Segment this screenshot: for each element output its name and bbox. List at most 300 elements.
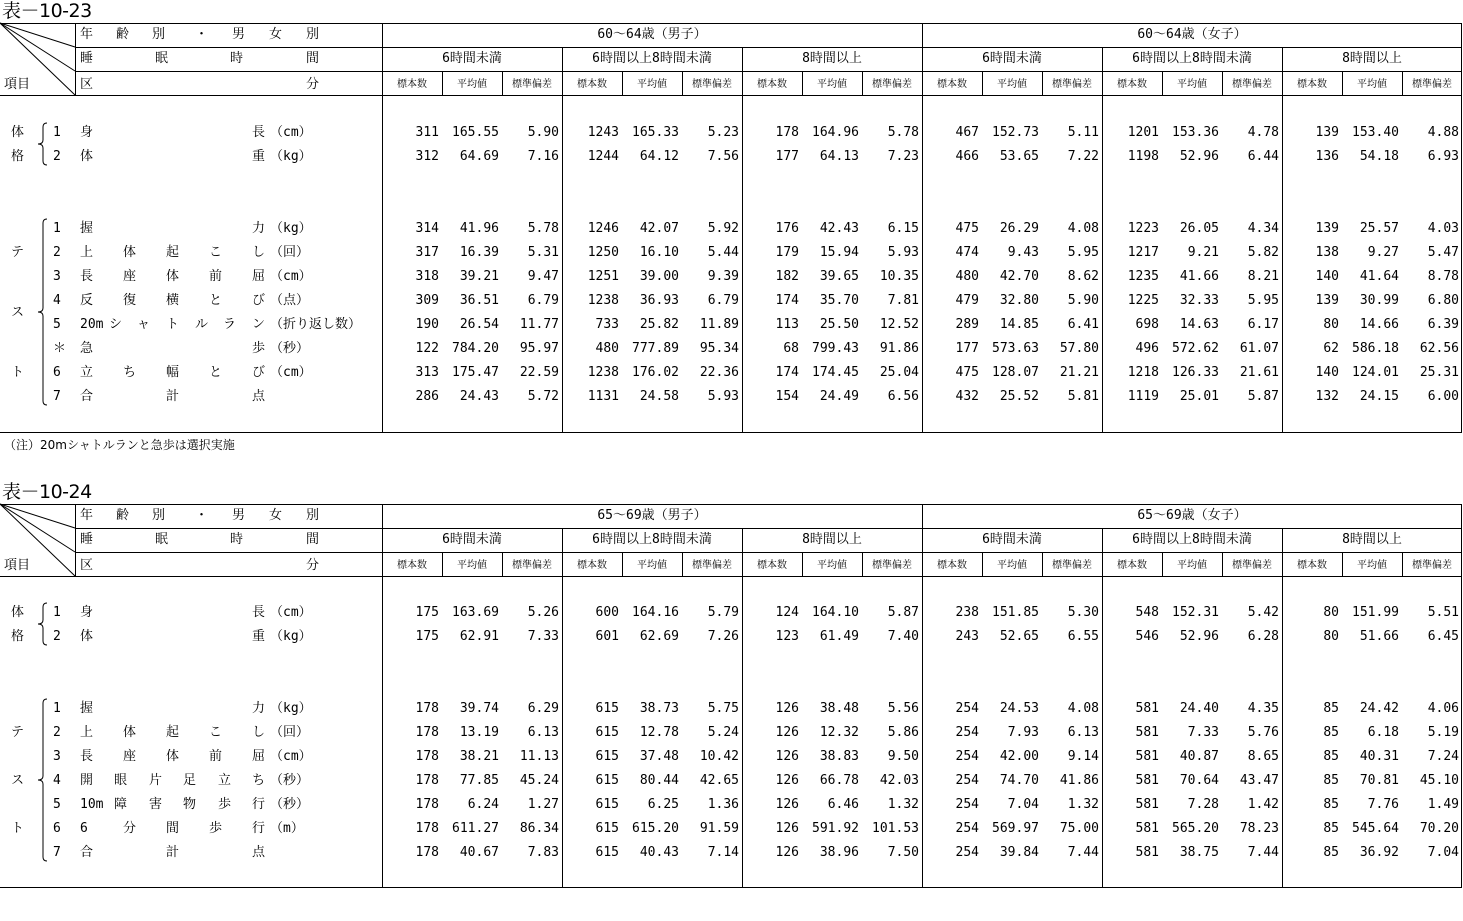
data-cell: 163.69 (452, 605, 499, 620)
data-cell: 126.33 (1172, 365, 1219, 380)
data-cell: 178 (415, 797, 439, 812)
data-cell: 615 (595, 701, 619, 716)
data-cell: 5.31 (527, 245, 559, 260)
data-cell: 4.03 (1427, 221, 1459, 236)
data-cell: 1.42 (1247, 797, 1279, 812)
data-cell: 4.08 (1067, 701, 1099, 716)
data-cell: 123 (775, 629, 799, 644)
data-cell: 309 (415, 293, 439, 308)
row-label-char: ル (195, 317, 209, 332)
row-label-char: 物 (183, 797, 197, 812)
row-unit: （kg） (270, 701, 312, 716)
stat-column-header: 標準偏差 (872, 560, 912, 571)
data-cell: 7.04 (1427, 845, 1459, 860)
data-cell: 140 (1315, 365, 1339, 380)
data-cell: 24.49 (819, 389, 859, 404)
row-number: 5 (53, 317, 61, 332)
data-cell: 479 (955, 293, 979, 308)
data-cell: 126 (775, 749, 799, 764)
data-cell: 7.33 (1187, 725, 1219, 740)
data-cell: 24.15 (1359, 389, 1399, 404)
stat-column-header: 平均値 (817, 560, 847, 571)
stat-column-header: 標本数 (757, 560, 787, 571)
row-number: 1 (53, 125, 61, 140)
row-unit: （cm） (270, 749, 312, 764)
row-unit: （点） (270, 293, 310, 308)
data-cell: 1238 (587, 365, 619, 380)
data-cell: 38.48 (819, 701, 859, 716)
data-cell: 5.11 (1067, 125, 1099, 140)
row-label-char: 10m (80, 797, 104, 812)
data-cell: 25.04 (879, 365, 919, 380)
data-cell: 6.29 (527, 701, 559, 716)
row-label-char: 握 (80, 701, 94, 716)
data-cell: 5.95 (1247, 293, 1279, 308)
row-label-char: 体 (80, 629, 94, 644)
data-cell: 480 (595, 341, 619, 356)
header-label-age-sex: 別 (306, 508, 320, 523)
data-cell: 5.79 (707, 605, 739, 620)
data-cell: 7.16 (527, 149, 559, 164)
data-cell: 122 (415, 341, 439, 356)
data-cell: 238 (955, 605, 979, 620)
data-cell: 317 (415, 245, 439, 260)
row-label-char: 長 (252, 125, 266, 140)
row-number: 6 (53, 821, 61, 836)
data-cell: 75.00 (1059, 821, 1099, 836)
data-cell: 615 (595, 821, 619, 836)
data-cell: 176.02 (632, 365, 679, 380)
data-cell: 95.97 (519, 341, 559, 356)
row-unit: （cm） (270, 365, 312, 380)
data-cell: 10.35 (879, 269, 919, 284)
data-cell: 61.07 (1239, 341, 1279, 356)
data-cell: 85 (1323, 749, 1339, 764)
data-cell: 24.53 (999, 701, 1039, 716)
row-label-char: 計 (166, 845, 180, 860)
data-cell: 68 (783, 341, 799, 356)
row-label-char: 合 (80, 845, 94, 860)
data-cell: 5.26 (527, 605, 559, 620)
data-cell: 41.66 (1179, 269, 1219, 284)
data-cell: 286 (415, 389, 439, 404)
data-cell: 581 (1135, 821, 1159, 836)
data-cell: 57.80 (1059, 341, 1099, 356)
data-cell: 24.40 (1179, 701, 1219, 716)
header-label-sleep: 眠 (155, 51, 169, 66)
data-cell: 140 (1315, 269, 1339, 284)
data-cell: 6.25 (647, 797, 679, 812)
row-label-char: 反 (80, 293, 94, 308)
data-cell: 5.51 (1427, 605, 1459, 620)
row-label-char: 体 (166, 749, 180, 764)
data-cell: 467 (955, 125, 979, 140)
data-cell: 25.57 (1359, 221, 1399, 236)
data-cell: 591.92 (812, 821, 859, 836)
row-label-char: ち (252, 773, 266, 788)
data-cell: 7.04 (1007, 797, 1039, 812)
data-cell: 24.58 (639, 389, 679, 404)
data-cell: 5.19 (1427, 725, 1459, 740)
sleep-group-header: 6時間未満 (982, 532, 1042, 547)
row-label-char: 身 (80, 605, 94, 620)
data-cell: 6.13 (527, 725, 559, 740)
data-cell: 42.65 (699, 773, 739, 788)
table-block (0, 481, 1463, 921)
data-cell: 124.01 (1352, 365, 1399, 380)
data-cell: 12.32 (819, 725, 859, 740)
row-unit: （kg） (270, 149, 312, 164)
category-label: ス (11, 305, 25, 320)
data-cell: 62.69 (639, 629, 679, 644)
data-cell: 15.94 (819, 245, 859, 260)
data-cell: 615 (595, 797, 619, 812)
data-cell: 175 (415, 605, 439, 620)
row-label-char: 前 (209, 269, 223, 284)
data-cell: 38.21 (459, 749, 499, 764)
row-label-char: と (209, 365, 223, 380)
data-cell: 176 (775, 221, 799, 236)
stat-column-header: 標本数 (1297, 560, 1327, 571)
data-cell: 85 (1323, 773, 1339, 788)
row-unit: （回） (270, 245, 310, 260)
data-cell: 1.27 (527, 797, 559, 812)
header-label-sleep: 睡 (80, 51, 94, 66)
table-note: （注）20mシャトルランと急歩は選択実施 (4, 438, 235, 452)
table-title: 表－10-23 (2, 0, 92, 22)
data-cell: 80 (1323, 629, 1339, 644)
row-label-char: 害 (149, 797, 163, 812)
data-cell: 164.16 (632, 605, 679, 620)
row-unit: （回） (270, 725, 310, 740)
data-cell: 5.30 (1067, 605, 1099, 620)
data-cell: 80 (1323, 605, 1339, 620)
data-cell: 466 (955, 149, 979, 164)
sleep-group-header: 6時間未満 (442, 51, 502, 66)
data-cell: 6.79 (527, 293, 559, 308)
stat-column-header: 標本数 (757, 79, 787, 90)
data-cell: 153.36 (1172, 125, 1219, 140)
data-cell: 62 (1323, 341, 1339, 356)
row-label-char: 上 (80, 245, 94, 260)
row-number: 2 (53, 149, 61, 164)
row-label-char: ち (123, 365, 137, 380)
stat-column-header: 平均値 (997, 560, 1027, 571)
data-cell: 41.96 (459, 221, 499, 236)
data-cell: 36.51 (459, 293, 499, 308)
stat-column-header: 平均値 (457, 79, 487, 90)
data-cell: 179 (775, 245, 799, 260)
age-group-header: 60～64歳（男子） (597, 27, 707, 42)
data-cell: 7.24 (1427, 749, 1459, 764)
header-rule (75, 71, 1462, 72)
data-cell: 178 (415, 773, 439, 788)
row-label-char: 間 (166, 821, 180, 836)
row-label-char: 合 (80, 389, 94, 404)
data-cell: 40.87 (1179, 749, 1219, 764)
data-cell: 5.90 (1067, 293, 1099, 308)
data-cell: 101.53 (872, 821, 919, 836)
data-cell: 1235 (1127, 269, 1159, 284)
data-cell: 5.42 (1247, 605, 1279, 620)
header-rule (0, 95, 1462, 96)
row-number: 6 (53, 365, 61, 380)
row-label-char: 体 (123, 725, 137, 740)
data-cell: 74.70 (999, 773, 1039, 788)
row-label-char: 歩 (209, 821, 223, 836)
data-cell: 6.46 (827, 797, 859, 812)
data-cell: 40.67 (459, 845, 499, 860)
data-cell: 66.78 (819, 773, 859, 788)
data-cell: 26.05 (1179, 221, 1219, 236)
stat-column-header: 標準偏差 (1412, 79, 1452, 90)
data-cell: 51.66 (1359, 629, 1399, 644)
data-cell: 432 (955, 389, 979, 404)
data-cell: 153.40 (1352, 125, 1399, 140)
data-cell: 581 (1135, 797, 1159, 812)
data-cell: 174 (775, 293, 799, 308)
data-cell: 126 (775, 725, 799, 740)
data-cell: 38.75 (1179, 845, 1219, 860)
age-group-header: 65～69歳（男子） (597, 508, 707, 523)
row-label-char: び (252, 365, 266, 380)
stat-column-header: 標本数 (397, 560, 427, 571)
row-unit: （折り返し数） (270, 317, 362, 332)
row-label-char: 起 (166, 245, 180, 260)
stat-column-header: 平均値 (637, 79, 667, 90)
data-cell: 615 (595, 773, 619, 788)
data-cell: 5.56 (887, 701, 919, 716)
stat-column-header: 平均値 (637, 560, 667, 571)
data-cell: 177 (775, 149, 799, 164)
data-cell: 496 (1135, 341, 1159, 356)
header-label-category: 区 (80, 558, 94, 573)
data-cell: 5.78 (887, 125, 919, 140)
data-cell: 572.62 (1172, 341, 1219, 356)
row-number: ＊ (53, 341, 67, 356)
data-cell: 39.21 (459, 269, 499, 284)
data-cell: 52.65 (999, 629, 1039, 644)
header-label-age-sex: 別 (306, 27, 320, 42)
header-label-item: 項目 (4, 77, 31, 92)
header-rule (75, 528, 1462, 529)
row-label-char: 重 (252, 149, 266, 164)
data-cell: 1244 (587, 149, 619, 164)
stat-column-header: 標準偏差 (512, 560, 552, 571)
data-cell: 13.19 (459, 725, 499, 740)
data-cell: 62.91 (459, 629, 499, 644)
row-label-char: 復 (123, 293, 137, 308)
data-cell: 8.65 (1247, 749, 1279, 764)
category-label: 体 (11, 125, 25, 140)
sleep-group-header: 6時間以上8時間未満 (1132, 51, 1252, 66)
data-cell: 6.79 (707, 293, 739, 308)
row-label-char: 点 (252, 389, 266, 404)
data-cell: 21.21 (1059, 365, 1099, 380)
data-cell: 5.72 (527, 389, 559, 404)
stat-column-header: 平均値 (997, 79, 1027, 90)
data-cell: 6.93 (1427, 149, 1459, 164)
header-label-sleep: 間 (306, 51, 320, 66)
row-label-char: 屈 (252, 749, 266, 764)
data-cell: 6.39 (1427, 317, 1459, 332)
header-label-age-sex: ・ (195, 27, 209, 42)
data-cell: 14.85 (999, 317, 1039, 332)
data-cell: 5.24 (707, 725, 739, 740)
data-cell: 52.96 (1179, 149, 1219, 164)
data-cell: 126 (775, 845, 799, 860)
row-label-char: ン (252, 317, 266, 332)
data-cell: 569.97 (992, 821, 1039, 836)
data-cell: 8.78 (1427, 269, 1459, 284)
data-cell: 38.73 (639, 701, 679, 716)
data-cell: 7.93 (1007, 725, 1039, 740)
row-unit: （cm） (270, 125, 312, 140)
data-cell: 42.00 (999, 749, 1039, 764)
data-cell: 42.07 (639, 221, 679, 236)
data-cell: 7.44 (1247, 845, 1279, 860)
header-label-sleep: 時 (230, 532, 244, 547)
stat-column-header: 平均値 (1177, 560, 1207, 571)
row-unit: （秒） (270, 773, 310, 788)
data-cell: 164.96 (812, 125, 859, 140)
row-label-char: ャ (137, 317, 151, 332)
data-cell: 9.21 (1187, 245, 1219, 260)
data-cell: 45.10 (1419, 773, 1459, 788)
data-cell: 136 (1315, 149, 1339, 164)
row-unit: （kg） (270, 629, 312, 644)
data-cell: 38.96 (819, 845, 859, 860)
data-cell: 126 (775, 821, 799, 836)
row-label-char: 眼 (114, 773, 128, 788)
data-cell: 7.26 (707, 629, 739, 644)
row-unit: （秒） (270, 797, 310, 812)
data-cell: 85 (1323, 797, 1339, 812)
stat-column-header: 標準偏差 (1052, 560, 1092, 571)
data-cell: 7.23 (887, 149, 919, 164)
data-cell: 35.70 (819, 293, 859, 308)
data-cell: 7.28 (1187, 797, 1219, 812)
data-cell: 39.65 (819, 269, 859, 284)
category-label: 格 (11, 149, 25, 164)
row-label-char: 重 (252, 629, 266, 644)
data-cell: 254 (955, 821, 979, 836)
data-cell: 25.82 (639, 317, 679, 332)
data-cell: 475 (955, 365, 979, 380)
header-label-category: 区 (80, 77, 94, 92)
data-cell: 182 (775, 269, 799, 284)
stat-column-header: 標本数 (577, 560, 607, 571)
row-number: 2 (53, 245, 61, 260)
data-cell: 95.34 (699, 341, 739, 356)
data-cell: 5.86 (887, 725, 919, 740)
data-cell: 61.49 (819, 629, 859, 644)
data-cell: 314 (415, 221, 439, 236)
data-cell: 1198 (1127, 149, 1159, 164)
stat-column-header: 平均値 (1357, 79, 1387, 90)
data-cell: 581 (1135, 701, 1159, 716)
row-number: 1 (53, 701, 61, 716)
data-cell: 85 (1323, 725, 1339, 740)
row-label-char: し (252, 725, 266, 740)
row-label-char: 屈 (252, 269, 266, 284)
data-cell: 37.48 (639, 749, 679, 764)
data-cell: 12.78 (639, 725, 679, 740)
row-label-char: 歩 (218, 797, 232, 812)
data-cell: 178 (775, 125, 799, 140)
row-label-char: こ (209, 725, 223, 740)
data-cell: 1119 (1127, 389, 1159, 404)
data-cell: 16.39 (459, 245, 499, 260)
data-cell: 40.43 (639, 845, 679, 860)
data-cell: 1246 (587, 221, 619, 236)
data-cell: 9.47 (527, 269, 559, 284)
data-cell: 62.56 (1419, 341, 1459, 356)
data-cell: 615 (595, 845, 619, 860)
sleep-group-header: 8時間以上 (1342, 532, 1402, 547)
data-cell: 581 (1135, 845, 1159, 860)
data-cell: 573.63 (992, 341, 1039, 356)
data-cell: 42.43 (819, 221, 859, 236)
data-cell: 6.28 (1247, 629, 1279, 644)
data-cell: 254 (955, 773, 979, 788)
data-cell: 1223 (1127, 221, 1159, 236)
data-cell: 475 (955, 221, 979, 236)
row-label-char: 歩 (252, 341, 266, 356)
data-cell: 5.87 (1247, 389, 1279, 404)
row-label-char: 片 (149, 773, 163, 788)
data-cell: 78.23 (1239, 821, 1279, 836)
data-cell: 64.69 (459, 149, 499, 164)
header-label-age-sex: 齢 (116, 508, 130, 523)
row-label-char: 行 (252, 797, 266, 812)
data-cell: 9.14 (1067, 749, 1099, 764)
data-cell: 178 (415, 821, 439, 836)
data-cell: 6.24 (467, 797, 499, 812)
data-cell: 139 (1315, 293, 1339, 308)
data-cell: 70.64 (1179, 773, 1219, 788)
header-label-age-sex: 女 (269, 27, 283, 42)
age-group-header: 65～69歳（女子） (1137, 508, 1247, 523)
data-cell: 5.78 (527, 221, 559, 236)
row-label-char: 体 (80, 149, 94, 164)
stat-column-header: 標準偏差 (1232, 79, 1272, 90)
data-cell: 1.32 (887, 797, 919, 812)
category-brace (36, 603, 50, 645)
row-number: 1 (53, 221, 61, 236)
data-cell: 190 (415, 317, 439, 332)
data-cell: 5.75 (707, 701, 739, 716)
row-label-char: 力 (252, 221, 266, 236)
data-cell: 1225 (1127, 293, 1159, 308)
data-cell: 5.44 (707, 245, 739, 260)
row-label-char: ラ (223, 317, 237, 332)
stat-column-header: 標準偏差 (872, 79, 912, 90)
data-cell: 581 (1135, 749, 1159, 764)
data-cell: 6.41 (1067, 317, 1099, 332)
data-cell: 24.42 (1359, 701, 1399, 716)
data-cell: 53.65 (999, 149, 1039, 164)
header-label-age-sex: 女 (269, 508, 283, 523)
data-cell: 54.18 (1359, 149, 1399, 164)
data-cell: 581 (1135, 725, 1159, 740)
data-cell: 1.49 (1427, 797, 1459, 812)
data-cell: 5.90 (527, 125, 559, 140)
data-cell: 177 (955, 341, 979, 356)
data-cell: 615 (595, 725, 619, 740)
data-cell: 1131 (587, 389, 619, 404)
row-label-char: 行 (252, 821, 266, 836)
